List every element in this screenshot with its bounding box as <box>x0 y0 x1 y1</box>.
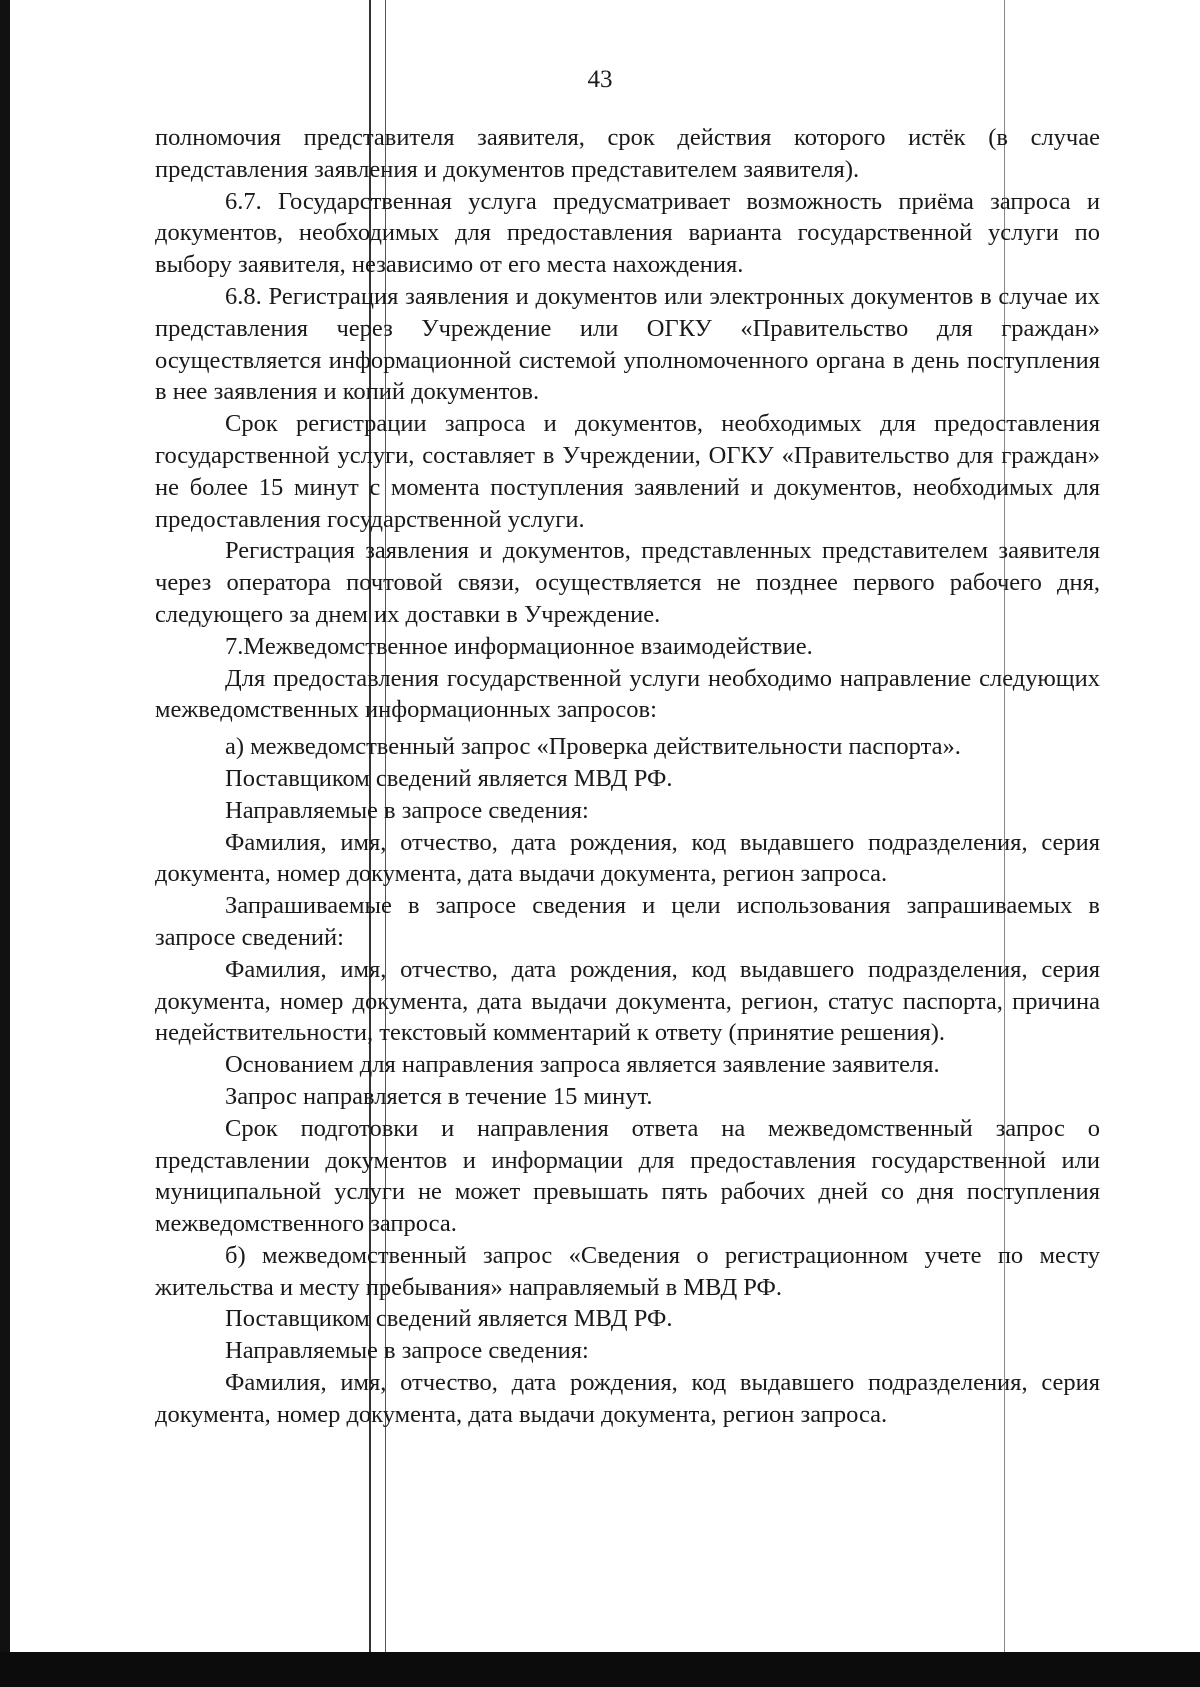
list-item: а) межведомственный запрос «Проверка действительности паспорта». <box>225 733 961 761</box>
paragraph: Направляемые в запросе сведения: <box>225 1337 589 1365</box>
page-number: 43 <box>587 66 613 93</box>
paragraph: Срок подготовки и направления ответа на межведомственный запрос о представлении документов и информации для предоставления государственной или муниципальной услуги не может превышать пять рабочих дней со дня поступления межведомственного запроса. <box>155 1114 1100 1238</box>
list-item: б) межведомственный запрос «Сведения о регистрационном учете по месту жительства и месту пребывания» направляемый в МВД РФ. <box>155 1241 1100 1301</box>
paragraph: Запрашиваемые в запросе сведения и цели использования запрашиваемых в запросе сведений: <box>155 892 1100 951</box>
paragraph: Фамилия, имя, отчество, дата рождения, код выдавшего подразделения, серия документа, номер документа, дата выдачи документа, регион, статус паспорта, причина недействительности, текстовый комментарий к ответу (принятие решения). <box>155 955 1100 1047</box>
paragraph: полномочия представителя заявителя, срок действия которого истёк (в случае представления заявления и документов представителем заявителя). <box>155 124 1100 183</box>
paragraph: Направляемые в запросе сведения: <box>225 796 589 824</box>
scan-left-edge <box>0 0 10 1687</box>
paragraph: Поставщиком сведений является МВД РФ. <box>225 764 673 792</box>
section-heading: 7.Межведомственное информационное взаимодействие. <box>225 632 813 660</box>
paragraph: Для предоставления государственной услуги необходимо направление следующих межведомственных информационных запросов: <box>155 664 1100 724</box>
document-body <box>155 122 1100 1431</box>
paragraph: Поставщиком сведений является МВД РФ. <box>225 1305 673 1333</box>
paragraph: Основанием для направления запроса является заявление заявителя. <box>225 1051 940 1079</box>
paragraph: Фамилия, имя, отчество, дата рождения, код выдавшего подразделения, серия документа, номер документа, дата выдачи документа, регион запроса. <box>155 828 1100 888</box>
paragraph: 6.8. Регистрация заявления и документов или электронных документов в случае их представления через Учреждение или ОГКУ «Правительство для граждан» осуществляется информационной системой уполномоченного органа в день поступления в нее заявления и копий документов. <box>155 282 1100 406</box>
paragraph: 6.7. Государственная услуга предусматривает возможность приёма запроса и документов, необходимых для предоставления варианта государственной услуги по выбору заявителя, независимо от его места нахождения. <box>155 187 1100 279</box>
paragraph: Фамилия, имя, отчество, дата рождения, код выдавшего подразделения, серия документа, номер документа, дата выдачи документа, регион запроса. <box>155 1369 1100 1428</box>
paragraph: Срок регистрации запроса и документов, необходимых для предоставления государственной услуги, составляет в Учреждении, ОГКУ «Правительство для граждан» не более 15 минут с момента поступления заявлений и документов, необходимых для предоставления государственной услуги. <box>155 410 1100 533</box>
paragraph: Запрос направляется в течение 15 минут. <box>225 1082 653 1110</box>
scan-bottom-band <box>0 1652 1200 1687</box>
paragraph: Регистрация заявления и документов, представленных представителем заявителя через оператора почтовой связи, осуществляется не позднее первого рабочего дня, следующего за днем их доставки в Учреждение. <box>155 537 1100 628</box>
